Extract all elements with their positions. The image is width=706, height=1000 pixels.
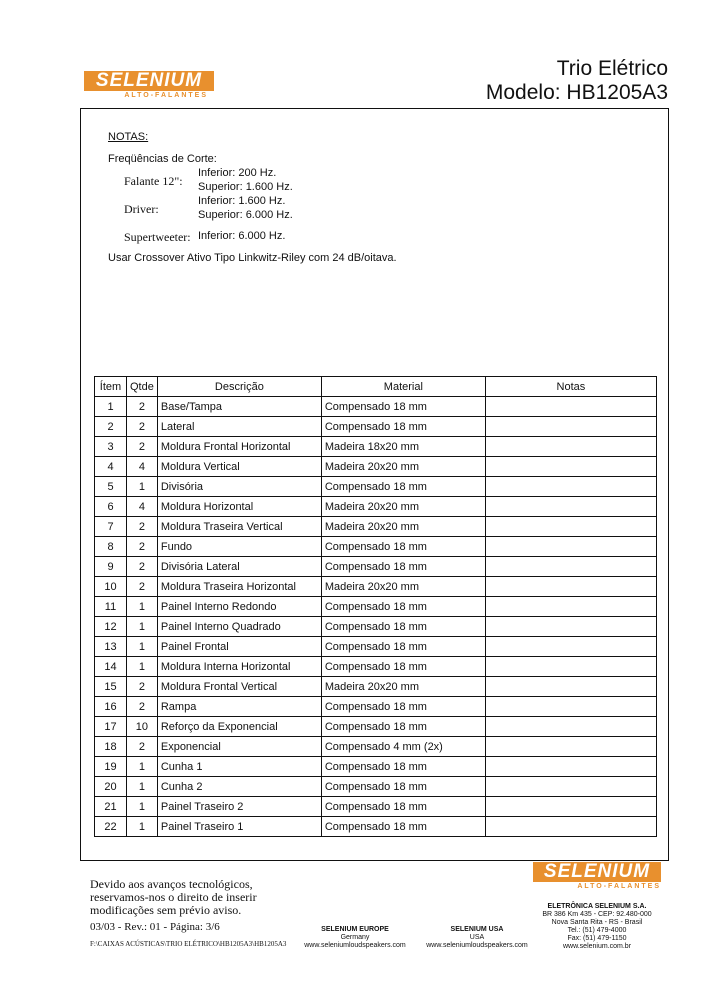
table-row (95, 697, 657, 717)
cell-description: Rampa (157, 697, 321, 717)
table-row (95, 757, 657, 777)
cell-qty: 1 (127, 617, 158, 637)
supertweeter-label: Supertweeter: (124, 230, 191, 244)
cell-notes (485, 417, 656, 437)
table-row (95, 817, 657, 837)
cell-item: 2 (95, 417, 127, 437)
cell-notes (485, 457, 656, 477)
cell-item: 15 (95, 677, 127, 697)
cell-description: Moldura Traseira Vertical (157, 517, 321, 537)
cell-notes (485, 617, 656, 637)
brand-tagline: ALTO-FALANTES (124, 92, 208, 99)
cell-item: 1 (95, 397, 127, 417)
company-site-link[interactable]: www.selenium.com.br (562, 943, 632, 950)
cell-item: 19 (95, 757, 127, 777)
table-row (95, 797, 657, 817)
cell-description: Lateral (157, 417, 321, 437)
cell-material: Compensado 18 mm (321, 417, 485, 437)
cell-material: Madeira 18x20 mm (321, 437, 485, 457)
cell-notes (485, 517, 656, 537)
table-row (95, 717, 657, 737)
woofer-label: Falante 12": (124, 174, 183, 188)
title-line2: Modelo: HB1205A3 (485, 81, 668, 104)
cell-description: Exponencial (157, 737, 321, 757)
table-row (95, 437, 657, 457)
cell-item: 14 (95, 657, 127, 677)
table-row (95, 677, 657, 697)
cell-qty: 2 (127, 437, 158, 457)
cell-notes (485, 537, 656, 557)
cell-material: Madeira 20x20 mm (321, 517, 485, 537)
table-row (95, 517, 657, 537)
table-row (95, 777, 657, 797)
usa-site-link[interactable]: www.seleniumloudspeakers.com (426, 942, 528, 949)
cell-qty: 2 (127, 537, 158, 557)
table-row (95, 577, 657, 597)
table-row (95, 657, 657, 677)
cell-description: Moldura Frontal Horizontal (157, 437, 321, 457)
cell-notes (485, 817, 656, 837)
cell-material: Compensado 18 mm (321, 717, 485, 737)
table-row (95, 497, 657, 517)
cell-item: 9 (95, 557, 127, 577)
cell-item: 8 (95, 537, 127, 557)
cell-qty: 2 (127, 697, 158, 717)
cell-notes (485, 657, 656, 677)
cell-material: Compensado 18 mm (321, 537, 485, 557)
cell-notes (485, 737, 656, 757)
cell-notes (485, 597, 656, 617)
cell-material: Madeira 20x20 mm (321, 677, 485, 697)
cell-material: Compensado 18 mm (321, 597, 485, 617)
cell-material: Compensado 18 mm (321, 757, 485, 777)
cell-description: Moldura Horizontal (157, 497, 321, 517)
cell-qty: 1 (127, 477, 158, 497)
cell-description: Painel Interno Quadrado (157, 617, 321, 637)
cell-item: 5 (95, 477, 127, 497)
cell-notes (485, 437, 656, 457)
cell-notes (485, 797, 656, 817)
cell-notes (485, 697, 656, 717)
cell-qty: 4 (127, 457, 158, 477)
cell-notes (485, 717, 656, 737)
cell-material: Compensado 18 mm (321, 637, 485, 657)
cell-material: Compensado 18 mm (321, 617, 485, 637)
supertweeter-inferior: Inferior: 6.000 Hz. (198, 230, 286, 242)
page-title (368, 57, 668, 105)
cell-qty: 10 (127, 717, 158, 737)
cell-description: Fundo (157, 537, 321, 557)
cell-description: Painel Traseiro 2 (157, 797, 321, 817)
cell-description: Moldura Frontal Vertical (157, 677, 321, 697)
cell-item: 13 (95, 637, 127, 657)
cell-notes (485, 477, 656, 497)
cell-qty: 1 (127, 817, 158, 837)
table-header-row (95, 377, 657, 397)
cell-item: 17 (95, 717, 127, 737)
cell-item: 11 (95, 597, 127, 617)
brand-name: SELENIUM (95, 70, 203, 91)
cell-qty: 1 (127, 597, 158, 617)
footer-brand-logo: SELENIUM (533, 862, 661, 882)
company-contact: ELETRÔNICA SELENIUM S.A. BR 386 Km 435 - CEP: 92.480-000 Nova Santa Rita - RS - Brasil Tel.: (51) 479-4000 Fax: (51) 479-1150 www.selenium.com.br (538, 903, 656, 951)
table-row (95, 557, 657, 577)
cell-qty: 2 (127, 517, 158, 537)
cell-notes (485, 777, 656, 797)
brand-logo (84, 71, 214, 91)
woofer-inferior: Inferior: 200 Hz. (198, 167, 277, 179)
cell-description: Base/Tampa (157, 397, 321, 417)
title-line1: Trio Elétrico (556, 57, 668, 80)
revision-info: 03/03 - Rev.: 01 - Página: 3/6 (90, 921, 220, 933)
table-row (95, 597, 657, 617)
cell-item: 3 (95, 437, 127, 457)
cell-notes (485, 557, 656, 577)
cell-notes (485, 757, 656, 777)
table-row (95, 417, 657, 437)
cell-item: 21 (95, 797, 127, 817)
cell-qty: 2 (127, 397, 158, 417)
footer-brand-tagline: ALTO-FALANTES (577, 883, 661, 890)
cell-description: Moldura Traseira Horizontal (157, 577, 321, 597)
cell-item: 7 (95, 517, 127, 537)
cell-item: 12 (95, 617, 127, 637)
table-row (95, 477, 657, 497)
cell-item: 10 (95, 577, 127, 597)
notes-section (108, 131, 628, 165)
cell-description: Moldura Vertical (157, 457, 321, 477)
woofer-superior: Superior: 1.600 Hz. (198, 181, 293, 193)
cell-item: 4 (95, 457, 127, 477)
cell-material: Madeira 20x20 mm (321, 457, 485, 477)
table-row (95, 617, 657, 637)
parts-table (94, 376, 657, 837)
col-qty: Qtde (127, 377, 158, 397)
driver-label: Driver: (124, 202, 159, 216)
cell-notes (485, 577, 656, 597)
cell-description: Cunha 1 (157, 757, 321, 777)
frequency-label: Freqüências de Corte: (108, 153, 217, 165)
europe-contact: SELENIUM EUROPE Germany www.seleniumloudspeakers.com (296, 926, 414, 950)
col-material: Material (321, 377, 485, 397)
col-notes: Notas (485, 377, 656, 397)
cell-material: Compensado 18 mm (321, 797, 485, 817)
cell-material: Compensado 18 mm (321, 697, 485, 717)
cell-item: 22 (95, 817, 127, 837)
cell-notes (485, 637, 656, 657)
cell-material: Compensado 18 mm (321, 777, 485, 797)
disclaimer: Devido aos avanços tecnológicos, reservamos-nos o direito de inserir modificações sem prévio aviso. (90, 877, 257, 917)
table-row (95, 397, 657, 417)
col-item: Ítem (95, 377, 127, 397)
crossover-note: Usar Crossover Ativo Tipo Linkwitz-Riley com 24 dB/oitava. (108, 252, 397, 264)
cell-item: 20 (95, 777, 127, 797)
cell-qty: 1 (127, 797, 158, 817)
cell-item: 18 (95, 737, 127, 757)
cell-qty: 2 (127, 677, 158, 697)
cell-material: Compensado 18 mm (321, 477, 485, 497)
cell-description: Painel Interno Redondo (157, 597, 321, 617)
table-row (95, 737, 657, 757)
cell-qty: 1 (127, 757, 158, 777)
cell-notes (485, 677, 656, 697)
cell-qty: 1 (127, 657, 158, 677)
cell-description: Divisória (157, 477, 321, 497)
cell-description: Divisória Lateral (157, 557, 321, 577)
cell-qty: 1 (127, 637, 158, 657)
cell-description: Reforço da Exponencial (157, 717, 321, 737)
file-path: F:\CAIXAS ACÚSTICAS\TRIO ELÉTRICO\HB1205A3\HB1205A3 (90, 940, 287, 948)
usa-contact: SELENIUM USA USA www.seleniumloudspeakers.com (418, 926, 536, 950)
cell-description: Painel Traseiro 1 (157, 817, 321, 837)
cell-material: Compensado 18 mm (321, 397, 485, 417)
cell-material: Compensado 18 mm (321, 657, 485, 677)
driver-inferior: Inferior: 1.600 Hz. (198, 195, 286, 207)
cell-material: Compensado 18 mm (321, 817, 485, 837)
cell-material: Compensado 18 mm (321, 557, 485, 577)
driver-superior: Superior: 6.000 Hz. (198, 209, 293, 221)
cell-qty: 4 (127, 497, 158, 517)
cell-qty: 2 (127, 737, 158, 757)
cell-qty: 2 (127, 557, 158, 577)
cell-item: 16 (95, 697, 127, 717)
cell-description: Moldura Interna Horizontal (157, 657, 321, 677)
cell-material: Madeira 20x20 mm (321, 497, 485, 517)
table-row (95, 457, 657, 477)
cell-notes (485, 397, 656, 417)
cell-material: Compensado 4 mm (2x) (321, 737, 485, 757)
notes-heading: NOTAS: (108, 131, 149, 143)
col-description: Descrição (157, 377, 321, 397)
cell-notes (485, 497, 656, 517)
table-row (95, 637, 657, 657)
cell-description: Painel Frontal (157, 637, 321, 657)
cell-description: Cunha 2 (157, 777, 321, 797)
cell-qty: 1 (127, 777, 158, 797)
cell-material: Madeira 20x20 mm (321, 577, 485, 597)
cell-qty: 2 (127, 417, 158, 437)
europe-site-link[interactable]: www.seleniumloudspeakers.com (304, 942, 406, 949)
table-row (95, 537, 657, 557)
cell-item: 6 (95, 497, 127, 517)
cell-qty: 2 (127, 577, 158, 597)
